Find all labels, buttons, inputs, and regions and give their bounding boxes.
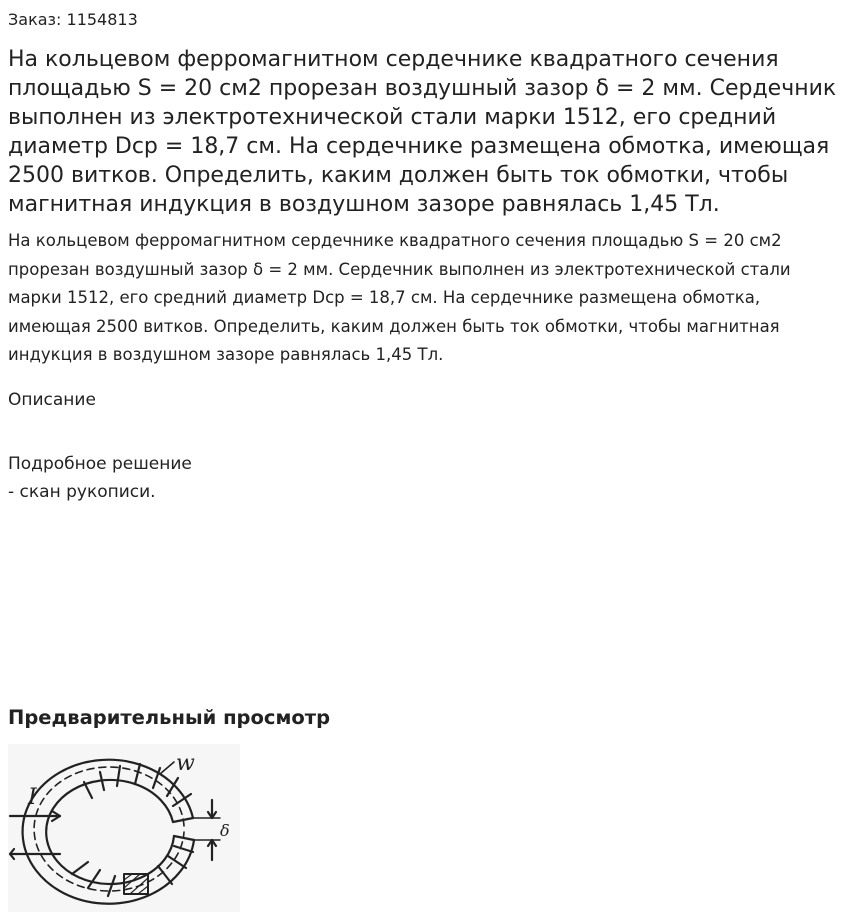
- core-outer-edge: [23, 760, 194, 904]
- preview-heading: Предварительный просмотр: [8, 706, 331, 729]
- preview-image: [8, 744, 240, 912]
- description-line-1: Подробное решение: [8, 453, 192, 474]
- current-label: I: [28, 785, 37, 810]
- description-line-2: - скан рукописи.: [8, 481, 156, 502]
- description-heading: Описание: [8, 389, 96, 410]
- mean-line: [34, 767, 184, 891]
- toroid-sketch: [8, 744, 240, 912]
- winding-label: w: [176, 751, 195, 776]
- task-title: На кольцевом ферромагнитном сердечнике квадратного сечения площадью S = 20 см2 прорезан воздушный зазор δ = 2 мм. Сердечник выполнен из электротехнической стали марки 1512, его средний диаметр Dср = 18,7 см. На сердечнике размещена обмотка, имеющая 2500 витков. Определить, каким должен быть ток обмотки, чтобы магнитная индукция в воздушном зазоре равнялась 1,45 Тл.: [8, 47, 837, 217]
- task-body: На кольцевом ферромагнитном сердечнике квадратного сечения площадью S = 20 см2 прорезан воздушный зазор δ = 2 мм. Сердечник выполнен из электротехнической стали марки 1512, его средний диаметр Dср = 18,7 см. На сердечнике размещена обмотка, имеющая 2500 витков. Определить, каким должен быть ток обмотки, чтобы магнитная индукция в воздушном зазоре равнялась 1,45 Тл.: [8, 231, 791, 365]
- order-number: Заказ: 1154813: [8, 10, 138, 29]
- gap-label: δ: [220, 821, 230, 840]
- document-page: [8, 0, 838, 840]
- core-inner-edge: [46, 780, 174, 884]
